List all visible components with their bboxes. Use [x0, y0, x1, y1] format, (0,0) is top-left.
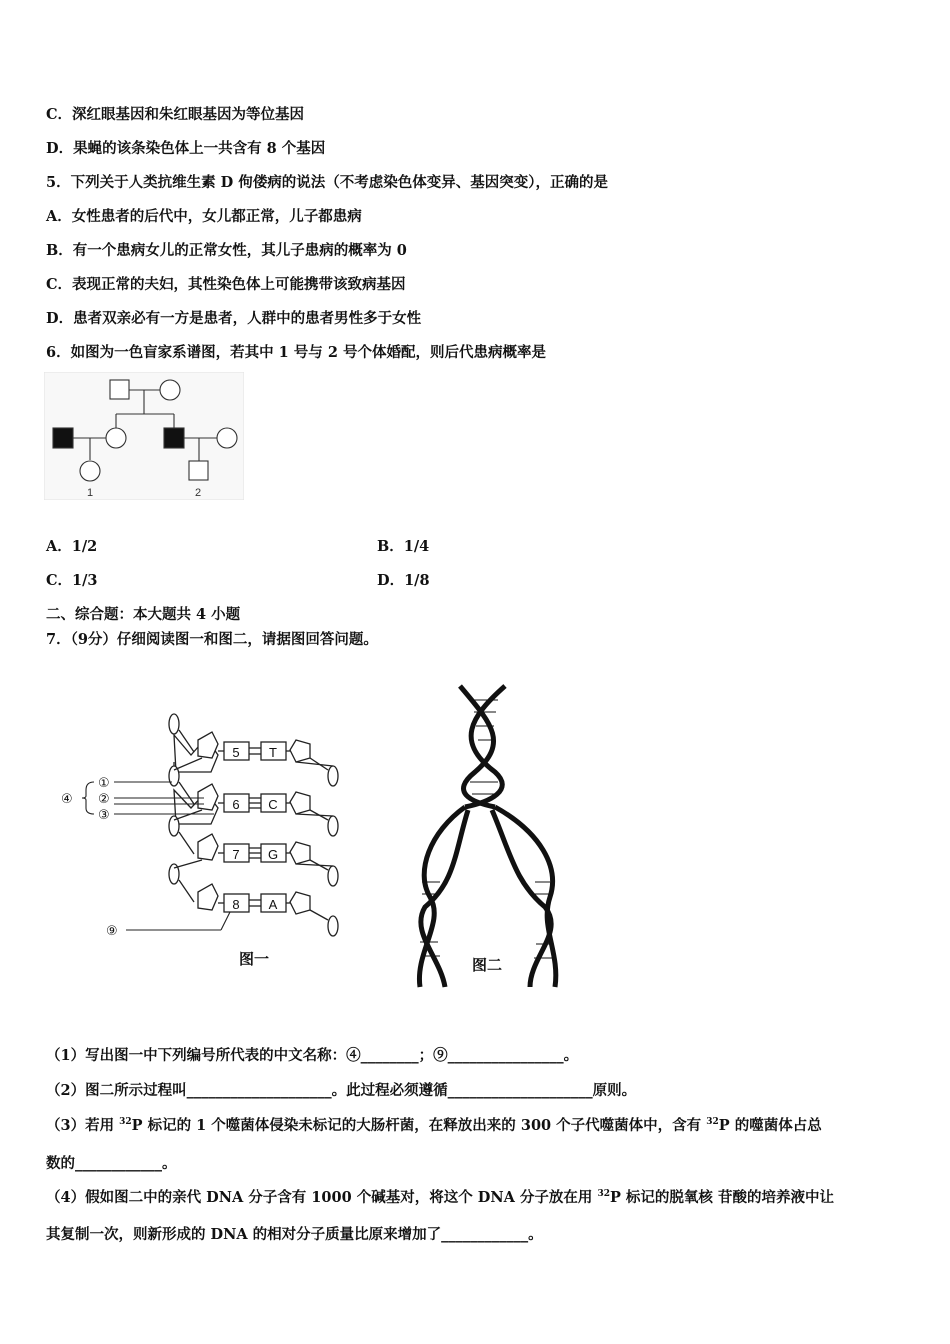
q7-sub3-cont: 数的____________。 [46, 1155, 177, 1172]
section-2-title: 二、综合题：本大题共 4 小题 [46, 606, 241, 623]
pedigree-label-2: 2 [194, 487, 202, 499]
pedigree-chart [44, 372, 244, 500]
figure-2-dna-replication [400, 682, 580, 992]
fig1-label-2: ② [98, 791, 110, 806]
fig1-base-t: T [269, 745, 277, 760]
q5-option-b: B．有一个患病女儿的正常女性，其儿子患病的概率为 0 [46, 242, 407, 259]
pedigree-individual-2 [189, 461, 208, 480]
q6-option-a: A．1/2 [46, 538, 98, 555]
fig1-number-6: 6 [232, 797, 240, 812]
q4-option-c: C．深红眼基因和朱红眼基因为等位基因 [46, 106, 305, 123]
q7-sub4: （4）假如图二中的亲代 DNA 分子含有 1000 个碱基对，将这个 DNA 分子放在用 $^{32}$P 标记的脱氧核 苷酸的培养液中让 [46, 1189, 834, 1206]
q4-option-d: D．果蝇的该条染色体上一共含有 8 个基因 [46, 140, 326, 157]
pedigree-affected-male-left [53, 428, 73, 448]
q5-stem: 5．下列关于人类抗维生素 D 佝偻病的说法（不考虑染色体变异、基因突变），正确的是 [46, 174, 609, 191]
fig1-caption: 图一 [238, 951, 270, 968]
q7-stem: 7．（9分）仔细阅读图一和图二，请据图回答问题。 [46, 631, 378, 648]
pedigree-female-left [106, 428, 126, 448]
figure-1-dna-structure [56, 700, 356, 990]
q6-option-d: D．1/8 [377, 572, 430, 589]
fig1-number-5: 5 [232, 745, 240, 760]
fig1-base-g: G [267, 847, 279, 862]
pedigree-affected-male-right [164, 428, 184, 448]
pedigree-grandfather [110, 380, 129, 399]
q7-sub4-cont: 其复制一次，则新形成的 DNA 的相对分子质量比原来增加了____________。 [46, 1226, 543, 1243]
pedigree-grandmother [160, 380, 180, 400]
q7-sub3: （3）若用 $^{32}$P 标记的 1 个噬菌体侵染未标记的大肠杆菌，在释放出来的 300 个子代噬菌体中，含有 $^{32}$P 的噬菌体占总 [46, 1117, 822, 1134]
fig1-label-1: ① [98, 775, 110, 790]
fig1-number-8: 8 [232, 897, 240, 912]
pedigree-label-1: 1 [86, 487, 94, 499]
q5-option-a: A．女性患者的后代中，女儿都正常，儿子都患病 [46, 208, 362, 225]
fig1-base-c: C [268, 797, 278, 812]
q7-sub2: （2）图二所示过程叫____________________。此过程必须遵循____________________原则。 [46, 1082, 637, 1099]
pedigree-individual-1 [80, 461, 100, 481]
fig1-label-9: ⑨ [106, 923, 118, 938]
fig1-base-a: A [268, 897, 278, 912]
fig1-brace-label-4: ④ [61, 791, 73, 806]
fig2-caption: 图二 [471, 957, 503, 974]
q5-option-d: D．患者双亲必有一方是患者，人群中的患者男性多于女性 [46, 310, 422, 327]
pedigree-female-right [217, 428, 237, 448]
q6-stem: 6．如图为一色盲家系谱图，若其中 1 号与 2 号个体婚配，则后代患病概率是 [46, 344, 546, 361]
q6-option-b: B．1/4 [377, 538, 430, 555]
q7-sub1: （1）写出图一中下列编号所代表的中文名称：④________；⑨________________。 [46, 1047, 579, 1064]
fig1-label-3: ③ [98, 807, 110, 822]
fig1-number-7: 7 [232, 847, 240, 862]
q5-option-c: C．表现正常的夫妇，其性染色体上可能携带该致病基因 [46, 276, 406, 293]
q6-option-c: C．1/3 [46, 572, 98, 589]
